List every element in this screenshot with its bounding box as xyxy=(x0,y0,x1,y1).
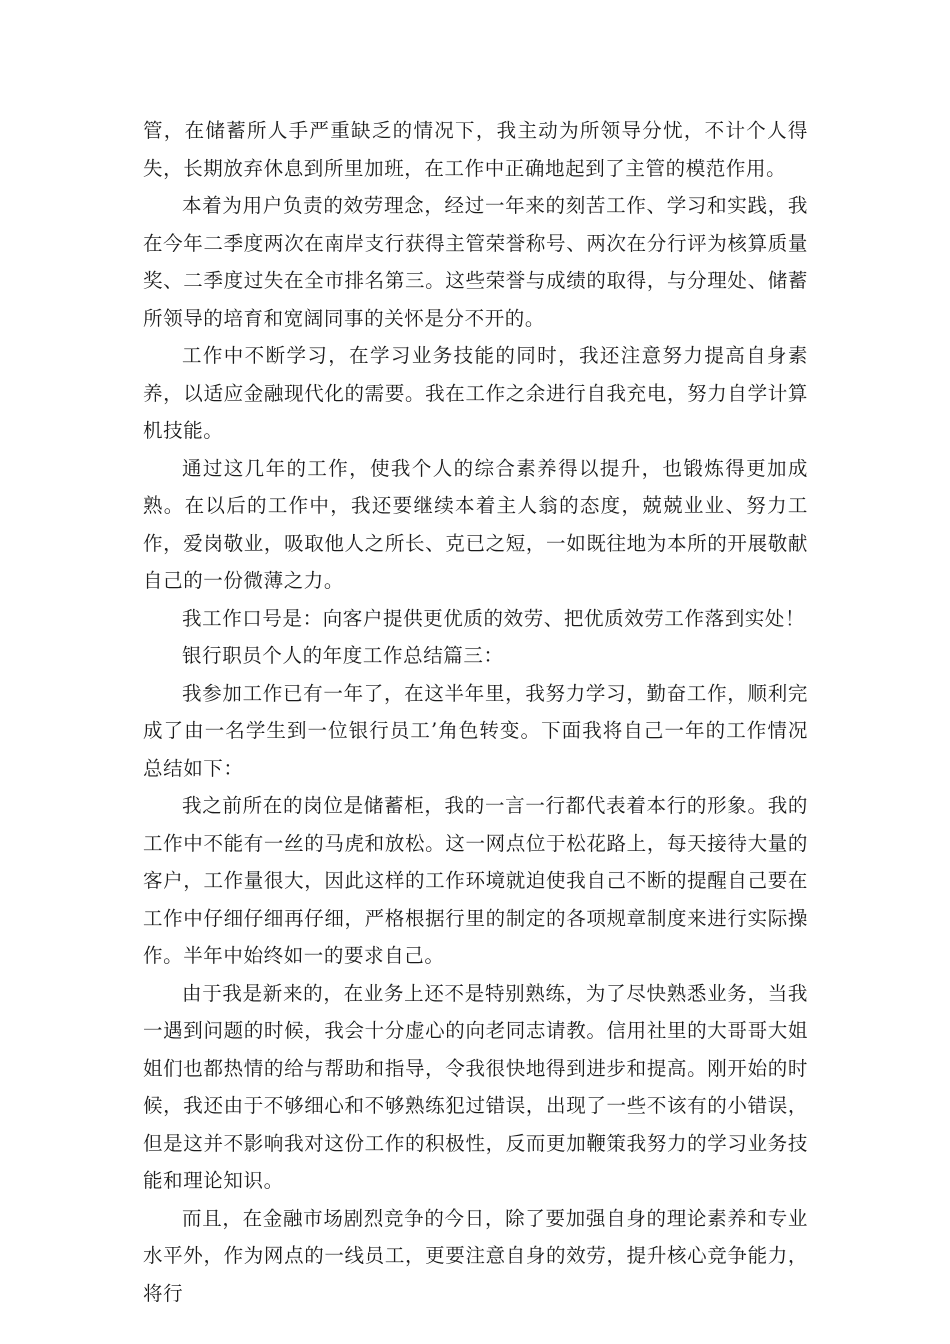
paragraph-9: 由于我是新来的，在业务上还不是特别熟练，为了尽快熟悉业务，当我一遇到问题的时候，我会十分虚心的向老同志请教。信用社里的大哥哥大姐姐们也都热情的给与帮助和指导，令我很快地得到进步和提高。刚开始的时候，我还由于不够细心和不够熟练犯过错误，出现了一些不该有的小错误，但是这并不影响我对这份工作的积极性，反而更加鞭策我努力的学习业务技能和理论知识。 xyxy=(143,981,808,1192)
paragraph-3: 工作中不断学习，在学习业务技能的同时，我还注意努力提高自身素养，以适应金融现代化的需要。我在工作之余进行自我充电，努力自学计算机技能。 xyxy=(143,344,808,442)
paragraph-2: 本着为用户负责的效劳理念，经过一年来的刻苦工作、学习和实践，我在今年二季度两次在南岸支行获得主管荣誉称号、两次在分行评为核算质量奖、二季度过失在全市排名第三。这些荣誉与成绩的取得，与分理处、储蓄所领导的培育和宽阔同事的关怀是分不开的。 xyxy=(143,194,808,330)
paragraph-5: 我工作口号是：向客户提供更优质的效劳、把优质效劳工作落到实处！ xyxy=(182,606,806,630)
paragraph-7: 我参加工作已有一年了，在这半年里，我努力学习，勤奋工作，顺利完成了由一名学生到一位银行员工’角色转变。下面我将自己一年的工作情况总结如下： xyxy=(143,681,808,780)
paragraph-4: 通过这几年的工作，使我个人的综合素养得以提升，也锻炼得更加成熟。在以后的工作中，我还要继续本着主人翁的态度，兢兢业业、努力工作，爱岗敬业，吸取他人之所长、克已之短，一如既往地为本所的开展敬献自己的一份微薄之力。 xyxy=(143,456,808,592)
paragraph-1: 管，在储蓄所人手严重缺乏的情况下，我主动为所领导分忧，不计个人得失，长期放弃休息到所里加班，在工作中正确地起到了主管的模范作用。 xyxy=(143,119,808,180)
paragraph-8: 我之前所在的岗位是储蓄柜，我的一言一行都代表着本行的形象。我的工作中不能有一丝的马虎和放松。这一网点位于松花路上，每天接待大量的客户，工作量很大，因此这样的工作环境就迫使我自己不断的提醒自己要在工作中仔细仔细再仔细，严格根据行里的制定的各项规章制度来进行实际操作。半年中始终如一的要求自己。 xyxy=(143,794,808,967)
document-body xyxy=(143,112,808,1312)
paragraph-10: 而且，在金融市场剧烈竞争的今日，除了要加强自身的理论素养和专业水平外，作为网点的一线员工，更要注意自身的效劳，提升核心竞争能力，将行 xyxy=(143,1206,808,1305)
section-heading: 银行职员个人的年度工作总结篇三： xyxy=(182,644,504,667)
